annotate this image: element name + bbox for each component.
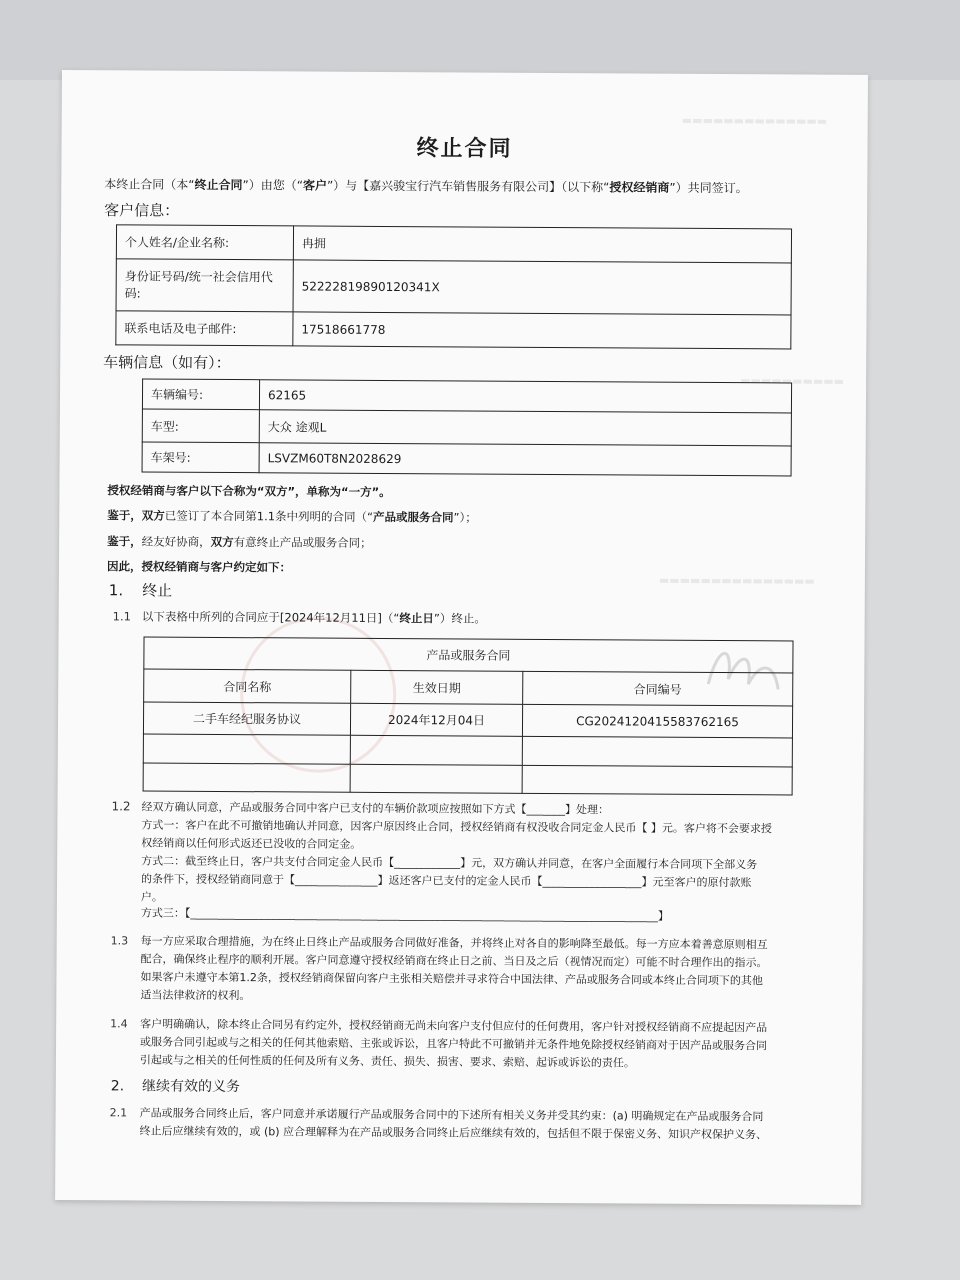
table-cell — [522, 765, 792, 795]
bleed-through-text: ▬▬▬▬▬▬▬▬▬▬▬▬▬▬ — [681, 113, 828, 128]
column-header: 生效日期 — [351, 670, 523, 704]
field-value: 62165 — [259, 380, 791, 413]
table-row — [143, 734, 792, 767]
clause-line: 方式三：【_____________________________________________________________________________________】 — [140, 906, 669, 923]
clause-number: 1.2 — [111, 799, 131, 814]
whereas-clause-1: 鉴于，双方已签订了本合同第1.1条中列明的合同（“产品或服务合同”）； — [107, 508, 477, 525]
table-cell — [143, 734, 350, 764]
section-1-heading: 1. 终止 — [108, 581, 173, 600]
table-caption-row — [144, 637, 793, 673]
table-row — [142, 379, 791, 413]
column-header: 合同名称 — [144, 669, 351, 703]
field-value: 17518661778 — [293, 312, 791, 349]
clause-line: 如果客户未遵守本第1.2条，授权经销商保留向客户主张相关赔偿并寻求符合中国法律、产品或服务合同或本终止合同项下的其他 — [140, 970, 763, 988]
table-row — [116, 311, 791, 349]
table-cell — [522, 736, 792, 767]
document-title: 终止合同 — [416, 136, 513, 162]
field-value: LSVZM60T8N2028629 — [259, 443, 791, 476]
field-label: 个人姓名/企业名称: — [116, 225, 293, 260]
vehicle-info-heading: 车辆信息（如有）： — [103, 353, 231, 373]
table-row — [143, 702, 792, 738]
therefore-clause: 因此，授权经销商与客户约定如下： — [106, 559, 292, 575]
customer-info-heading: 客户信息： — [104, 201, 180, 220]
column-header: 合同编号 — [523, 671, 793, 706]
document-page — [55, 70, 868, 1205]
field-label: 车型: — [142, 409, 259, 443]
table-row — [142, 409, 791, 446]
clause-line: 配合，确保终止程序的顺利开展。客户同意遵守授权经销商在终止日之前、当日及之后（视情况而定）可能不时合理作出的指示。 — [140, 952, 768, 970]
bleed-through-text: ▬▬▬▬▬▬▬▬▬▬▬▬▬▬▬ — [658, 573, 815, 588]
table-row — [116, 225, 791, 263]
table-cell: CG20241204155837621​65 — [522, 704, 792, 738]
clause-line: 经双方确认同意，产品或服务合同中客户已支付的车辆价款项应按照如下方式【_______】处理： — [141, 800, 610, 817]
table-cell: 二手车经纪服务协议 — [143, 702, 350, 735]
clause-line: 产品或服务合同终止后，客户同意并承诺履行产品或服务合同中的下述所有相关义务并受其约束：(a) 明确规定在产品或服务合同 — [139, 1106, 764, 1124]
clause-line: 方式二：截至终止日，客户共支付合同定金人民币【____________】元，双方确认并同意，在客户全面履行本合同项下全部义务 — [141, 854, 758, 872]
clause-line: 终止后应继续有效的，或 (b) 应合理解释为在产品或服务合同终止后应继续有效的，包括但不限于保密义务、知识产权保护义务、 — [139, 1124, 768, 1142]
bleed-through-text: ▬▬▬▬▬▬▬▬▬▬ — [740, 374, 845, 388]
clause-line: 引起或与之相关的任何性质的任何及所有义务、责任、损失、损害、要求、索赔、起诉或诉讼的责任。 — [139, 1053, 635, 1070]
clause-line: 户。 — [140, 890, 163, 904]
clause-line: 适当法律救济的权利。 — [140, 988, 251, 1003]
table-row — [142, 442, 791, 476]
section-2-heading: 2. 继续有效的义务 — [110, 1078, 241, 1096]
table-row — [116, 259, 791, 315]
table-cell — [350, 735, 522, 765]
field-label: 车架号: — [142, 442, 259, 473]
table-caption: 产品或服务合同 — [144, 637, 793, 673]
field-label: 车辆编号: — [142, 379, 259, 410]
field-label: 身份证号码/统一社会信用代码: — [116, 259, 293, 312]
table-row — [143, 763, 792, 795]
contracts-table — [143, 637, 794, 796]
clause-line: 客户明确确认，除本终止合同另有约定外，授权经销商无尚未向客户支付但应付的任何费用，客户针对授权经销商不应提起因产品 — [140, 1017, 768, 1035]
table-cell: 2024年12月04日 — [350, 703, 522, 736]
clause-number: 1.3 — [110, 934, 129, 948]
table-header-row — [144, 669, 793, 706]
table-cell — [143, 763, 350, 792]
customer-info-table — [115, 224, 792, 349]
whereas-clause-2: 鉴于，经友好协商，双方有意终止产品或服务合同； — [107, 534, 372, 550]
clause-line: 每一方应采取合理措施，为在终止日终止产品或服务合同做好准备，并将终止对各自的影响降至最低。每一方应本着善意原则相互 — [140, 934, 768, 952]
field-value: 52222819890120341X — [293, 260, 791, 315]
table-cell — [350, 764, 522, 793]
clause-line: 方式一：客户在此不可撤销地确认并同意，因客户原因终止合同，授权经销商有权没收合同定金人民币【 】元。客户将不会要求授 — [141, 818, 772, 836]
parties-definition: 授权经销商与客户以下合称为“双方”，单称为“一方”。 — [107, 483, 391, 500]
clause-line: 或服务合同引起或与之相关的任何其他索赔、主张或诉讼，且客户特此不可撤销并无条件地免除授权经销商对于因产品或服务合同 — [140, 1035, 768, 1053]
background-surface — [0, 0, 960, 80]
clause-number: 1.4 — [110, 1017, 128, 1031]
vehicle-info-table — [142, 378, 793, 476]
clause-1-1: 1.1 以下表格中所列的合同应于[2024年12月11日]（“终止日”）终止。 — [112, 609, 486, 626]
field-label: 联系电话及电子邮件: — [116, 311, 293, 346]
field-value: 冉拥 — [293, 226, 791, 263]
field-value: 大众 途观L — [259, 410, 791, 446]
clause-line: 权经销商以任何形式返还已没收的合同定金。 — [141, 836, 362, 851]
clause-number: 2.1 — [109, 1106, 128, 1120]
intro-paragraph: 本终止合同（本“终止合同”）由您（“客户”）与【嘉兴骏宝行汽车销售服务有限公司】（以下称“授权经销商”）共同签订。 — [104, 177, 748, 196]
clause-line: 的条件下，授权经销商同意于【_______________】返还客户已支付的定金人民币【__________________】元至客户的原付款账 — [141, 872, 752, 890]
